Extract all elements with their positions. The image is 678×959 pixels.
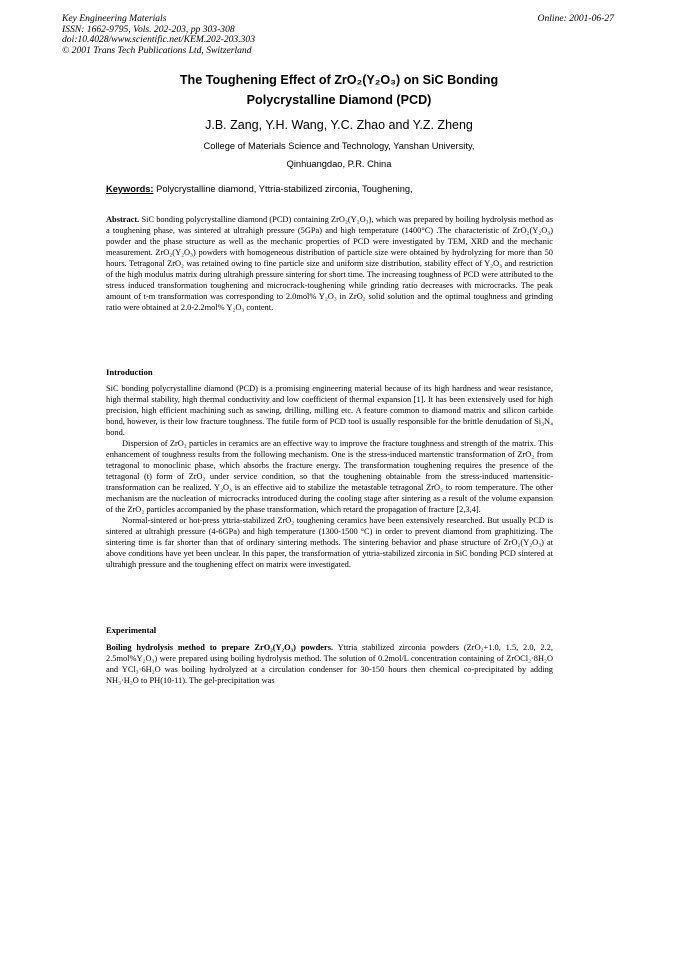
affiliation-line-1: College of Materials Science and Technology, Yanshan University, [203,141,475,151]
journal-name: Key Engineering Materials [62,13,167,24]
keywords [106,184,566,194]
title-line-1: The Toughening Effect of ZrO₂(Y₂O₃) on SiC Bonding [179,73,499,87]
online-date: Online: 2001-06-27 [537,13,614,24]
introduction-body [106,383,553,570]
paper-title [100,70,578,110]
abstract [106,214,553,313]
experimental-heading: Experimental [106,625,157,635]
doi-line: doi:10.4028/www.scientific.net/KEM.202-203.303 [62,34,256,46]
authors: J.B. Zang, Y.H. Wang, Y.C. Zhao and Y.Z. Zheng [205,118,473,132]
abstract-text: SiC bonding polycrystalline diamond (PCD) containing ZrO₂(Y₂O₃), which was prepared by boiling hydrolysis method as a toughening phase, was sintered at ultrahigh pressure (5GPa) and high temperature (1400°C) .The characteristic of ZrO₂(Y₂O₃) powder and the phase structure as well as the mechanic properties of PCD were investigated by TEM, XRD and the mechanic measurement. ZrO₂(Y₂O₃) powders with homogeneous distribution of particle size were obtained by hydrolyzing for more than 50 hours. Tetragonal ZrO₂ was retained owing to fine particle size and uniform size distribution, stability effect of Y₂O₃ and restriction of the high modulus matrix during ultrahigh pressure sintering for short time. The increasing toughness of PCD were attributed to the stress induced transformation toughening and microcrack-toughening while grinding ratio decreases with microcracks. The peak amount of t-m transformation was corresponding to 2.0mol% Y₂O₃ in ZrO₂ solid solution and the optimal toughness and grinding ratio were obtained at 2.0-2.2mol% Y₂O₃ content. [106,215,553,312]
affiliation [100,137,578,173]
intro-paragraph-1: SiC bonding polycrystalline diamond (PCD) is a promising engineering material because of its high hardness and wear resistance, high thermal stability, high thermal conductivity and low coefficient of thermal expansion [1]. It has been extensively used for high precision, high efficient machining such as sawing, drilling, milling etc. A feature common to diamond matrix and silicon carbide bond, however, is their low fracture toughness. The futile form of PCD tool is usually responsible for the brittle denudation of Si₃N₄ bond. [106,384,553,437]
experimental-text: Yttria stabilized zirconia powders (ZrO₂+1.0, 1.5, 2.0, 2.2, 2.5mol%Y₂O₃) were prepared using boiling hydrolysis method. The solution of 0.2mol/L concentration containing of ZrOCl₂·8H₂O and YCl₃·6H₂O was boiling hydrolyzed at a circulation condenser for 30-150 hours then chemical co-precipitated by adding NH₃·H₂O to PH(10-11). The gel-precipitation was [106,643,554,685]
title-line-2: Polycrystalline Diamond (PCD) [246,93,432,107]
experimental-subheading: Boiling hydrolysis method to prepare ZrO₂(Y₂O₃) powders. [106,643,334,652]
abstract-label: Abstract. [106,215,140,224]
experimental-body [106,642,553,686]
keywords-label: Keywords: [106,184,154,194]
intro-paragraph-2: Dispersion of ZrO₂ particles in ceramics are an effective way to improve the fracture toughness and strength of the matrix. This enhancement of toughness results from the following mechanism. One is the stress-induced martenstic transformation of ZrO₂ from tetragonal to monoclinic phase, which absorbs the fracture energy. The transformation toughening requires the presence of the tetragonal (t) form of ZrO₂ under service condition, so that the toughening obtainable from the stress-induced martensitic-transformation can be realized. Y₂O₃ is an effective aid to stabilize the metastable tetragonal ZrO₂ to room temperature. The other mechanism are the nucleation of microcracks introduced during the cooling stage after sintering as a result of the volume expansion of the ZrO₂ particles accompanied by the phase transformation, which retard the propagation of fracture [2,3,4]. [106,439,553,514]
intro-paragraph-3: Normal-sintered or hot-press yttria-stabilized ZrO₂ toughening ceramics have been extensively researched. But usually PCD is sintered at ultrahigh pressure (4-6GPa) and high temperature (1300-1500 °C) in order to prevent diamond from graphitizing. The sintering time is far shorter than that of ordinary sintering methods. The sintering behavior and phase structure of ZrO₂(Y₂O₃) at above conditions have yet been unclear. In this paper, the transformation of yttria-stabilized zirconia in SiC bonding PCD sintered at ultrahigh pressure and the toughening effect on matrix were investigated. [106,516,553,569]
copyright-line: © 2001 Trans Tech Publications Ltd, Switzerland [62,44,252,56]
keywords-text: Polycrystalline diamond, Yttria-stabilized zirconia, Toughening, [156,184,413,194]
introduction-heading: Introduction [106,367,153,377]
journal-header [62,14,622,56]
affiliation-line-2: Qinhuangdao, P.R. China [286,159,392,169]
issn-line: ISSN: 1662-9795, Vols. 202-203, pp 303-308 [62,23,235,35]
